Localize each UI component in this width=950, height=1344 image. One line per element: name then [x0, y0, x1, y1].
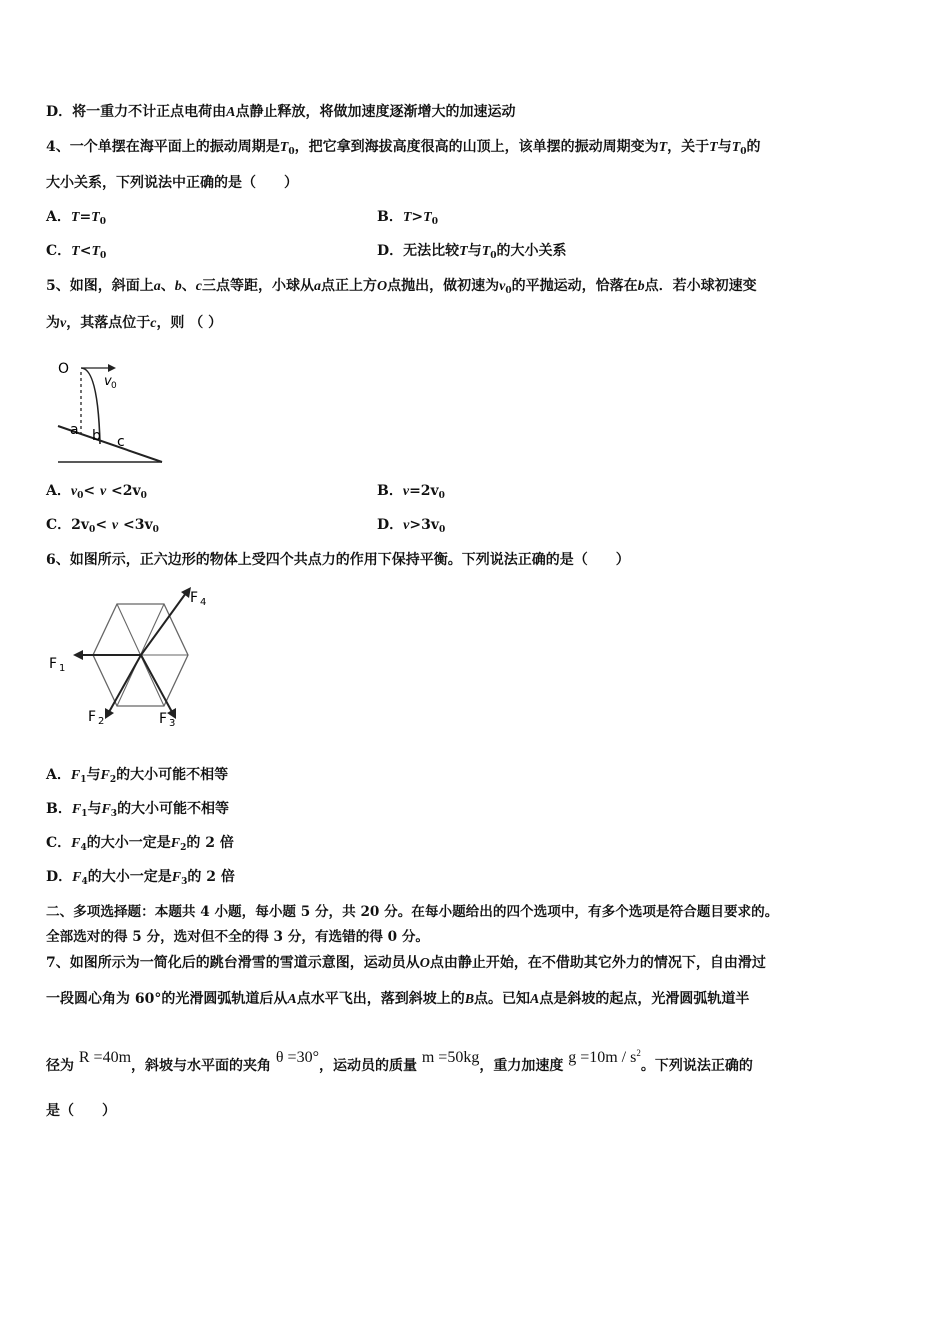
q4-option-d[interactable]: D．无法比较T与$T_0$的大小关系 [377, 243, 567, 261]
q4-option-c[interactable]: C．$T<T_0$ [46, 243, 107, 261]
fig-label-v0: v [104, 374, 112, 389]
q7-stem-line2: 一段圆心角为 60°的光滑圆弧轨道后从A点水平飞出，落到斜坡上的B点。已知A点是斜坡的起点，光滑圆弧轨道半 [46, 991, 750, 1007]
radius-formula: R =40m [78, 1049, 132, 1066]
q7-stem-line4: 是（ ） [46, 1103, 116, 1119]
q5-option-a[interactable]: A．$v_0< v <2v_0$ [46, 483, 147, 501]
gravity-formula: $g =10m / s^2$ [568, 1048, 641, 1066]
q5-option-b[interactable]: B．$v=2v_0$ [377, 483, 445, 501]
section2-heading: 二、多项选择题：本题共 4 小题，每小题 5 分，共 20 分。在每小题给出的四个选项中，有多个选项是符合题目要求的。 [46, 904, 779, 920]
mass-formula: m =50kg [421, 1049, 480, 1066]
section2-scoring: 全部选对的得 5 分，选对但不全的得 3 分，有选错的得 0 分。 [46, 929, 430, 945]
q6-option-b[interactable]: B．$F_1$与$F_3$的大小可能不相等 [46, 801, 230, 819]
q6-stem: 6、如图所示，正六边形的物体上受四个共点力的作用下保持平衡。下列说法正确的是（ ） [46, 552, 630, 568]
fig-label-F2: F [88, 709, 97, 725]
force-F4 [141, 593, 186, 655]
force-F2 [109, 655, 141, 712]
q7-stem-line1: 7、如图所示为一简化后的跳台滑雪的雪道示意图，运动员从O点由静止开始，在不借助其它外力的情况下，自由滑过 [46, 955, 766, 971]
q3-option-d[interactable]: D．将一重力不计正点电荷由A点静止释放，将做加速度逐渐增大的加速运动 [46, 104, 516, 120]
q6-option-a[interactable]: A．$F_1$与$F_2$的大小可能不相等 [46, 767, 229, 785]
q4-stem-line2: 大小关系，下列说法中正确的是（ ） [46, 175, 298, 191]
fig-label-F1: F [49, 656, 58, 672]
fig-label-F1-sub: 1 [59, 663, 66, 674]
q5-option-d[interactable]: D．$v>3v_0$ [377, 517, 446, 535]
q4-option-a[interactable]: A．$T=T_0$ [46, 209, 106, 227]
projectile-slope-figure [50, 356, 168, 468]
fig-label-F4: F [190, 590, 199, 606]
fig-label-b: b [92, 428, 101, 444]
fig-label-F4-sub: 4 [200, 597, 207, 608]
q6-option-c[interactable]: C．$F_4$的大小一定是$F_2$的 2 倍 [46, 835, 234, 853]
fig-label-O: O [58, 361, 70, 377]
q5-option-c[interactable]: C．$2v_0< v <3v_0$ [46, 517, 159, 535]
velocity-arrowhead [108, 364, 116, 372]
fig-label-F3-sub: 3 [169, 718, 176, 729]
q5-stem-line2: 为v，其落点位于c，则 （ ） [46, 315, 223, 331]
q7-stem-line3: 径为 R =40m，斜坡与水平面的夹角 θ =30°，运动员的质量 m =50kg，重力加速度 $g =10m / s^2$。下列说法正确的 [46, 1048, 753, 1074]
fig-label-a: a [70, 422, 79, 438]
q6-option-d[interactable]: D．$F_4$的大小一定是$F_3$的 2 倍 [46, 869, 235, 887]
fig-label-F3: F [159, 711, 168, 727]
angle-formula: θ =30° [275, 1049, 319, 1066]
fig-label-v0-sub: 0 [111, 381, 117, 391]
force-F3 [141, 655, 172, 712]
fig-label-c: c [117, 434, 125, 450]
q4-stem-line1: 4、一个单摆在海平面上的振动周期是$T_0$，把它拿到海拔高度很高的山顶上，该单摆的振动周期变为T，关于T与$T_0$的 [46, 139, 761, 157]
fig-label-F2-sub: 2 [98, 716, 105, 727]
q4-option-b[interactable]: B．$T>T_0$ [377, 209, 438, 227]
q5-stem-line1: 5、如图，斜面上a、b、c三点等距，小球从a点正上方O点抛出，做初速为$v_0$的平抛运动，恰落在b点．若小球初速变 [46, 278, 757, 296]
force-F1-head [73, 650, 83, 660]
hexagon-forces-figure [45, 585, 225, 735]
